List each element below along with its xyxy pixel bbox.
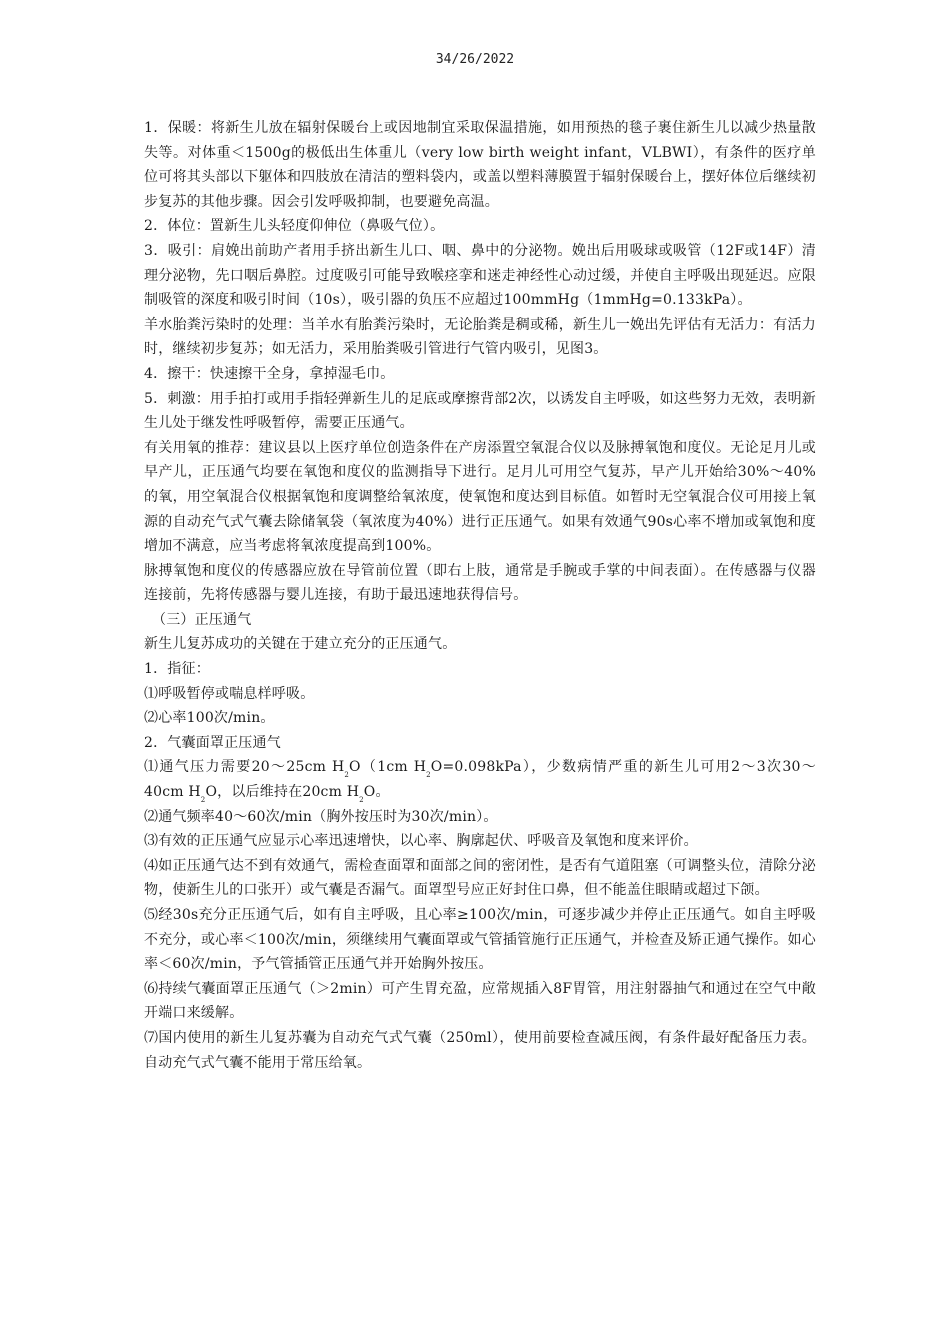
- list-item-pressure: [144, 755, 816, 804]
- paragraph-indications: 1．指征：: [144, 661, 210, 678]
- pressure-text-4: O，以后维持在20cm H: [205, 784, 360, 801]
- list-item-heart-rate: ⑵心率100次/min。: [144, 710, 275, 727]
- pressure-text-3: O=0.098kPa），少数病情严重的新生儿可用2～3次30～40cm H: [144, 759, 816, 801]
- pressure-text-2: O（1cm H: [349, 759, 427, 776]
- subscript-2: 2: [344, 771, 350, 780]
- paragraph-bag-mask: 2．气囊面罩正压通气: [144, 734, 281, 751]
- paragraph-ppv-key: 新生儿复苏成功的关键在于建立充分的正压通气。: [144, 636, 457, 653]
- subscript-2: 2: [359, 796, 364, 805]
- paragraph-oxygen: 有关用氧的推荐：建议县以上医疗单位创造条件在产房添置空氧混合仪以及脉搏氧饱和度仪。无论足月儿或早产儿，正压通气均要在氧饱和度仪的监测指导下进行。足月儿可用空气复苏，早产儿开始给30%～40%的氧，用空氧混合仪根据氧饱和度调整给氧浓度，使氧饱和度达到目标值。如暂时无空氧混合仪可用接上氧源的自动充气式气囊去除储氧袋（氧浓度为40%）进行正压通气。如果有效通气90s心率不增加或氧饱和度增加不满意，应当考虑将氧浓度提高到100%。: [144, 439, 816, 555]
- subscript-2: 2: [200, 796, 206, 805]
- paragraph-position: 2．体位：置新生儿头轻度仰伸位（鼻吸气位）。: [144, 218, 445, 235]
- list-item-resuscitator: ⑺国内使用的新生儿复苏囊为自动充气式气囊（250ml），使用前要检查减压阀，有条件最好配备压力表。自动充气式气囊不能用于常压给氧。: [144, 1029, 816, 1071]
- list-item-apnea: ⑴呼吸暂停或喘息样呼吸。: [144, 685, 315, 702]
- list-item-ineffective: ⑷如正压通气达不到有效通气，需检查面罩和面部之间的密闭性，是否有气道阻塞（可调整头位，清除分泌物，使新生儿的口张开）或气囊是否漏气。面罩型号应正好封住口鼻，但不能盖住眼睛或超过下颌。: [144, 857, 816, 899]
- subscript-2: 2: [426, 771, 431, 780]
- document-body: [144, 116, 816, 1075]
- paragraph-suction: 3．吸引：肩娩出前助产者用手挤出新生儿口、咽、鼻中的分泌物。娩出后用吸球或吸管（12F或14F）清理分泌物，先口咽后鼻腔。过度吸引可能导致喉痉挛和迷走神经性心动过缓，并使自主呼吸出现延迟。应限制吸管的深度和吸引时间（10s），吸引器的负压不应超过100mmHg（1mmHg=0.133kPa）。: [144, 242, 816, 309]
- pressure-text-5: O。: [363, 784, 390, 801]
- list-item-gastric: ⑹持续气囊面罩正压通气（＞2min）可产生胃充盈，应常规插入8F胃管，用注射器抽气和通过在空气中敞开端口来缓解。: [144, 980, 816, 1022]
- list-item-after-30s: ⑸经30s充分正压通气后，如有自主呼吸，且心率≥100次/min，可逐步减少并停止正压通气。如自主呼吸不充分，或心率＜100次/min，须继续用气囊面罩或气管插管施行正压通气，并检查及矫正通气操作。如心率＜60次/min，予气管插管正压通气并开始胸外按压。: [144, 907, 816, 973]
- section-heading-ppv: （三）正压通气: [152, 611, 252, 628]
- list-item-effective: ⑶有效的正压通气应显示心率迅速增快，以心率、胸廓起伏、呼吸音及氧饱和度来评价。: [144, 833, 698, 850]
- paragraph-stimulation: 5．刺激：用手拍打或用手指轻弹新生儿的足底或摩擦背部2次，以诱发自主呼吸，如这些努力无效，表明新生儿处于继发性呼吸暂停，需要正压通气。: [144, 390, 816, 432]
- paragraph-drying: 4．擦干：快速擦干全身，拿掉湿毛巾。: [144, 365, 395, 382]
- paragraph-oximeter: 脉搏氧饱和度仪的传感器应放在导管前位置（即右上肢，通常是手腕或手掌的中间表面）。在传感器与仪器连接前，先将传感器与婴儿连接，有助于最迅速地获得信号。: [144, 562, 816, 604]
- paragraph-warming: 1．保暖：将新生儿放在辐射保暖台上或因地制宜采取保温措施，如用预热的毯子裹住新生儿以减少热量散失等。对体重＜1500g的极低出生体重儿（very low birth weight infant，VLBWI），有条件的医疗单位可将其头部以下躯体和四肢放在清洁的塑料袋内，或盖以塑料薄膜置于辐射保暖台上，摆好体位后继续初步复苏的其他步骤。因会引发呼吸抑制，也要避免高温。: [144, 120, 816, 210]
- pressure-text-1: ⑴通气压力需要20～25cm H: [144, 759, 345, 776]
- list-item-frequency: ⑵通气频率40～60次/min（胸外按压时为30次/min）。: [144, 808, 498, 825]
- paragraph-meconium: 羊水胎粪污染时的处理：当羊水有胎粪污染时，无论胎粪是稠或稀，新生儿一娩出先评估有无活力：有活力时，继续初步复苏；如无活力，采用胎粪吸引管进行气管内吸引，见图3。: [144, 316, 816, 358]
- page-header-date: 34/26/2022: [435, 52, 515, 67]
